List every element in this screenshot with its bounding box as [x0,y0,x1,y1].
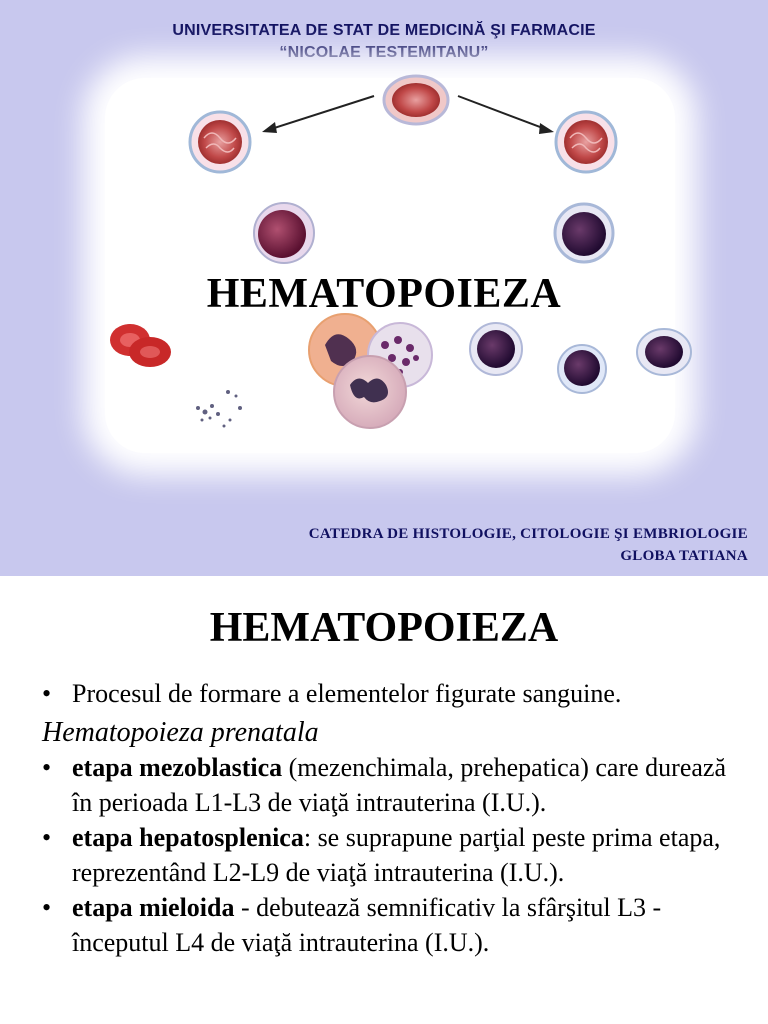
stage-item [42,890,752,960]
intro-bullet [42,676,752,711]
content-title: HEMATOPOIEZA [209,605,559,651]
granulocytes [309,314,432,428]
lymphocyte-1 [470,323,522,375]
content-slide [0,576,768,1024]
stage-name: etapa hepatosplenica [72,823,304,852]
department-name: CATEDRA DE HISTOLOGIE, CITOLOGIE ŞI EMBRIOLOGIE [308,526,748,542]
prolymphocyte-cell-right [555,204,613,262]
blast-cell-left [190,112,250,172]
stage-item [42,820,752,890]
blast-cell-right [556,112,616,172]
stage-name: etapa mezoblastica [72,753,283,782]
stage-text: (mezenchimala, prehepatica) care durează în perioada L1-L3 de viaţă intrauterina (I.U.). [72,753,726,817]
left-arrow [262,96,374,133]
slide-title: HEMATOPOIEZA [206,271,562,317]
stage-name: etapa mieloida [72,893,235,922]
intro-text: Procesul de formare a elementelor figurate sanguine. [72,679,622,708]
right-arrow [458,96,554,134]
bullet-glyph: • [42,753,52,782]
lymphocyte-2 [558,345,606,393]
stem-cell [384,76,448,124]
stage-text: : se suprapune parţial peste prima etapa, reprezentând L2-L9 de viaţă intrauterina (I.U.). [72,823,721,887]
bullet-glyph: • [42,679,52,708]
bullet-glyph: • [42,893,52,922]
author-name: GLOBA TATIANA [620,548,748,564]
stage-item [42,750,752,820]
stage-text: - debutează semnificativ la sfârşitul L3 - începutul L4 de viaţă intrauterina (I.U.). [72,893,662,957]
bullet-glyph: • [42,823,52,852]
university-name-line2: “NICOLAE TESTEMITANU” [279,44,489,61]
content-body [42,676,752,960]
subheading: Hematopoieza prenatala [42,717,319,748]
red-blood-cells [110,324,171,367]
platelets [196,390,242,428]
lymphocyte-3 [637,329,691,375]
university-name-line1: UNIVERSITATEA DE STAT DE MEDICINĂ ŞI FARMACIE [172,22,596,39]
prolymphocyte-cell-left [254,203,314,263]
